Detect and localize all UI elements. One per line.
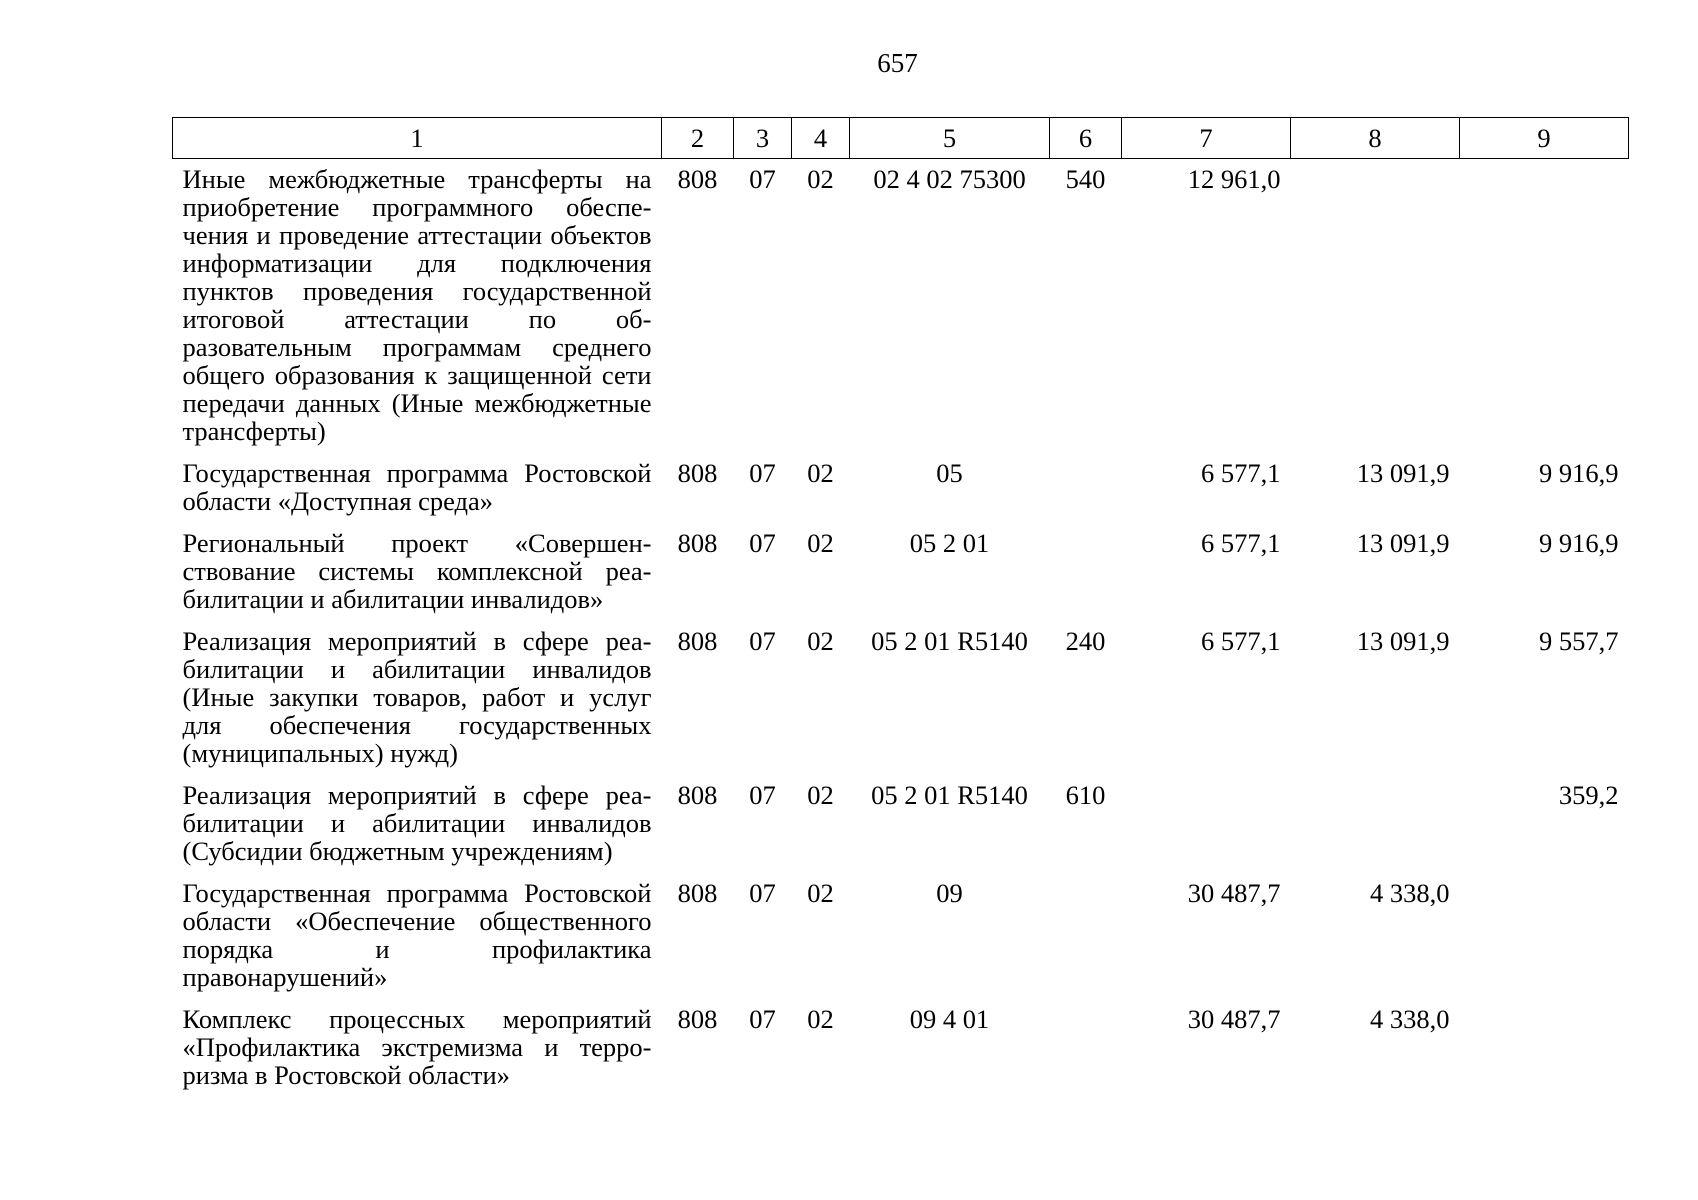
cell-amount-col9	[1460, 873, 1629, 999]
cell-amount-col7: 30 487,7	[1187, 1004, 1281, 1034]
cell-amount-col9: 9 557,7	[1539, 626, 1619, 656]
cell-ministry: 808	[677, 780, 718, 810]
row-name: Реализация мероприятий в сфере реабилитации и абилитации инвалидов (Иные закупки товаров, работ и услуг для обеспечения государственных (муниципальных) нужд)	[182, 626, 652, 768]
column-header: 8	[1291, 118, 1460, 159]
cell-expense-type: 540	[1065, 164, 1106, 194]
cell-subsection: 02	[807, 528, 834, 558]
cell-target-article: 05 2 01 R5140	[871, 780, 1028, 810]
cell-amount-col7: 12 961,0	[1187, 164, 1281, 194]
cell-amount-col8: 4 338,0	[1370, 1004, 1450, 1034]
table-row	[173, 621, 1629, 775]
table-row	[173, 775, 1629, 873]
column-header: 9	[1460, 118, 1629, 159]
cell-section: 07	[749, 458, 776, 488]
column-header: 6	[1050, 118, 1122, 159]
cell-subsection: 02	[807, 164, 834, 194]
row-name: Комплекс процессных мероприятий «Профилактика экстремизма и терроризма в Ростовской области»	[182, 1004, 652, 1090]
column-header: 7	[1122, 118, 1291, 159]
cell-subsection: 02	[807, 626, 834, 656]
row-name: Государственная программа Ростовской области «Доступная среда»	[182, 458, 652, 516]
cell-target-article: 02 4 02 75300	[873, 164, 1026, 194]
cell-expense-type	[1050, 453, 1122, 523]
table-header	[173, 118, 1629, 159]
column-header: 4	[792, 118, 850, 159]
cell-ministry: 808	[677, 878, 718, 908]
cell-amount-col7: 6 577,1	[1201, 458, 1281, 488]
cell-target-article: 05 2 01 R5140	[871, 626, 1028, 656]
cell-target-article: 05	[936, 458, 963, 488]
cell-expense-type: 240	[1065, 626, 1106, 656]
cell-amount-col8	[1291, 775, 1460, 873]
column-header: 2	[662, 118, 734, 159]
row-name: Реализация мероприятий в сфере реабилитации и абилитации инвалидов (Субсидии бюджетным учреждениям)	[182, 780, 652, 866]
cell-section: 07	[749, 780, 776, 810]
cell-amount-col7: 6 577,1	[1201, 626, 1281, 656]
row-name: Иные межбюджетные трансферты на приобретение программного обеспечения и проведение аттестации объектов информатизации для подключения пунктов проведения государственной итоговой аттестации по образовательным программам среднего общего образования к защищенной сети передачи данных (Иные межбюджетные трансферты)	[182, 164, 652, 446]
cell-target-article: 05 2 01	[909, 528, 990, 558]
cell-amount-col9: 9 916,9	[1539, 458, 1619, 488]
cell-ministry: 808	[677, 626, 718, 656]
row-name: Государственная программа Ростовской области «Обеспечение общественного порядка и профилактика правонарушений»	[182, 878, 652, 992]
cell-expense-type	[1050, 999, 1122, 1097]
column-header: 5	[850, 118, 1050, 159]
table-row	[173, 523, 1629, 621]
cell-amount-col7: 6 577,1	[1201, 528, 1281, 558]
cell-amount-col9	[1460, 159, 1629, 454]
cell-section: 07	[749, 626, 776, 656]
budget-table	[172, 117, 1629, 1097]
cell-expense-type: 610	[1065, 780, 1106, 810]
cell-section: 07	[749, 878, 776, 908]
table-row	[173, 453, 1629, 523]
page-number: 657	[877, 48, 918, 78]
cell-amount-col8: 13 091,9	[1356, 528, 1450, 558]
cell-subsection: 02	[807, 1004, 834, 1034]
cell-amount-col8: 4 338,0	[1370, 878, 1450, 908]
cell-amount-col9: 359,2	[1558, 780, 1619, 810]
cell-amount-col8	[1291, 159, 1460, 454]
cell-expense-type	[1050, 873, 1122, 999]
table-row	[173, 999, 1629, 1097]
cell-ministry: 808	[677, 1004, 718, 1034]
cell-target-article: 09	[936, 878, 963, 908]
table-body	[173, 159, 1629, 1098]
cell-amount-col8: 13 091,9	[1356, 458, 1450, 488]
cell-amount-col9: 9 916,9	[1539, 528, 1619, 558]
cell-subsection: 02	[807, 780, 834, 810]
cell-section: 07	[749, 1004, 776, 1034]
row-name: Региональный проект «Совершенствование системы комплексной реабилитации и абилитации инвалидов»	[182, 528, 652, 614]
table-row	[173, 873, 1629, 999]
cell-ministry: 808	[677, 528, 718, 558]
cell-target-article: 09 4 01	[909, 1004, 990, 1034]
cell-section: 07	[749, 528, 776, 558]
cell-section: 07	[749, 164, 776, 194]
cell-amount-col7: 30 487,7	[1187, 878, 1281, 908]
cell-ministry: 808	[677, 458, 718, 488]
column-header: 3	[734, 118, 792, 159]
cell-subsection: 02	[807, 878, 834, 908]
cell-ministry: 808	[677, 164, 718, 194]
cell-subsection: 02	[807, 458, 834, 488]
column-header: 1	[173, 118, 662, 159]
cell-expense-type	[1050, 523, 1122, 621]
table-row	[173, 159, 1629, 454]
cell-amount-col9	[1460, 999, 1629, 1097]
cell-amount-col7	[1122, 775, 1291, 873]
cell-amount-col8: 13 091,9	[1356, 626, 1450, 656]
